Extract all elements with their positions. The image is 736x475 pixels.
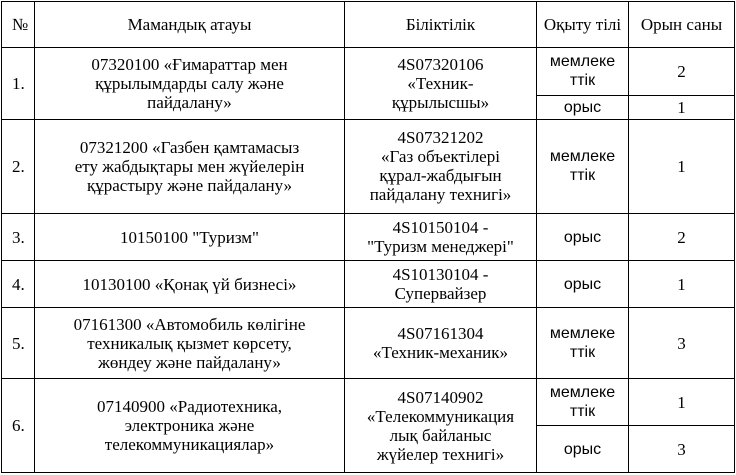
header-num: №: [2, 2, 35, 48]
table-row: [2, 213, 735, 261]
header-qualification: Біліктілік: [345, 2, 537, 48]
specialty-cell: 10130100 «Қонақ үй бизнесі»: [35, 261, 345, 308]
seats-cell: 1: [629, 95, 735, 119]
qualification-cell: 4S07321202 «Газ объектілері құрал-жабдығын пайдалану технигі»: [345, 120, 537, 214]
language-cell: мемлеке ттік: [537, 379, 629, 426]
row-number: 4.: [2, 261, 35, 308]
table-row: [2, 308, 735, 379]
table-row: [2, 48, 735, 96]
seats-cell: 1: [629, 261, 735, 308]
qualification-cell: 4S07140902 «Телекоммуникация лық байланыс жүйелер технигі»: [345, 379, 537, 473]
header-row: [2, 2, 735, 48]
specialty-cell: 07321200 «Газбен қамтамасыз ету жабдықтары мен жүйелерін құрастыру және пайдалану»: [35, 120, 345, 214]
table-row: [2, 379, 735, 426]
language-cell: орыс: [537, 261, 629, 308]
seats-cell: 3: [629, 426, 735, 473]
table-row: [2, 120, 735, 214]
row-number: 6.: [2, 379, 35, 473]
header-seats: Орын саны: [629, 2, 735, 48]
row-number: 2.: [2, 120, 35, 214]
language-cell: мемлеке ттік: [537, 308, 629, 379]
language-cell: орыс: [537, 213, 629, 261]
row-number: 1.: [2, 48, 35, 120]
language-cell: мемлеке ттік: [537, 48, 629, 96]
seats-cell: 2: [629, 213, 735, 261]
language-cell: орыс: [537, 426, 629, 473]
specialty-cell: 07140900 «Радиотехника, электроника және телекоммуникациялар»: [35, 379, 345, 473]
seats-cell: 1: [629, 120, 735, 214]
qualification-cell: 4S10150104 - "Туризм менеджері": [345, 213, 537, 261]
seats-cell: 2: [629, 48, 735, 96]
qualification-cell: 4S07320106 «Техник- құрылысшы»: [345, 48, 537, 120]
qualification-cell: 4S07161304 «Техник-механик»: [345, 308, 537, 379]
table-row: [2, 261, 735, 308]
row-number: 3.: [2, 213, 35, 261]
qualification-cell: 4S10130104 - Супервайзер: [345, 261, 537, 308]
header-language: Оқыту тілі: [537, 2, 629, 48]
specialty-cell: 07320100 «Ғимараттар мен құрылымдарды салу және пайдалану»: [35, 48, 345, 120]
row-number: 5.: [2, 308, 35, 379]
seats-cell: 1: [629, 379, 735, 426]
admission-table: [1, 1, 735, 473]
header-specialty: Мамандық атауы: [35, 2, 345, 48]
language-cell: орыс: [537, 95, 629, 119]
specialty-cell: 10150100 "Туризм": [35, 213, 345, 261]
specialty-cell: 07161300 «Автомобиль көлігіне техникалық қызмет көрсету, жөндеу және пайдалану»: [35, 308, 345, 379]
language-cell: мемлеке ттік: [537, 120, 629, 214]
seats-cell: 3: [629, 308, 735, 379]
